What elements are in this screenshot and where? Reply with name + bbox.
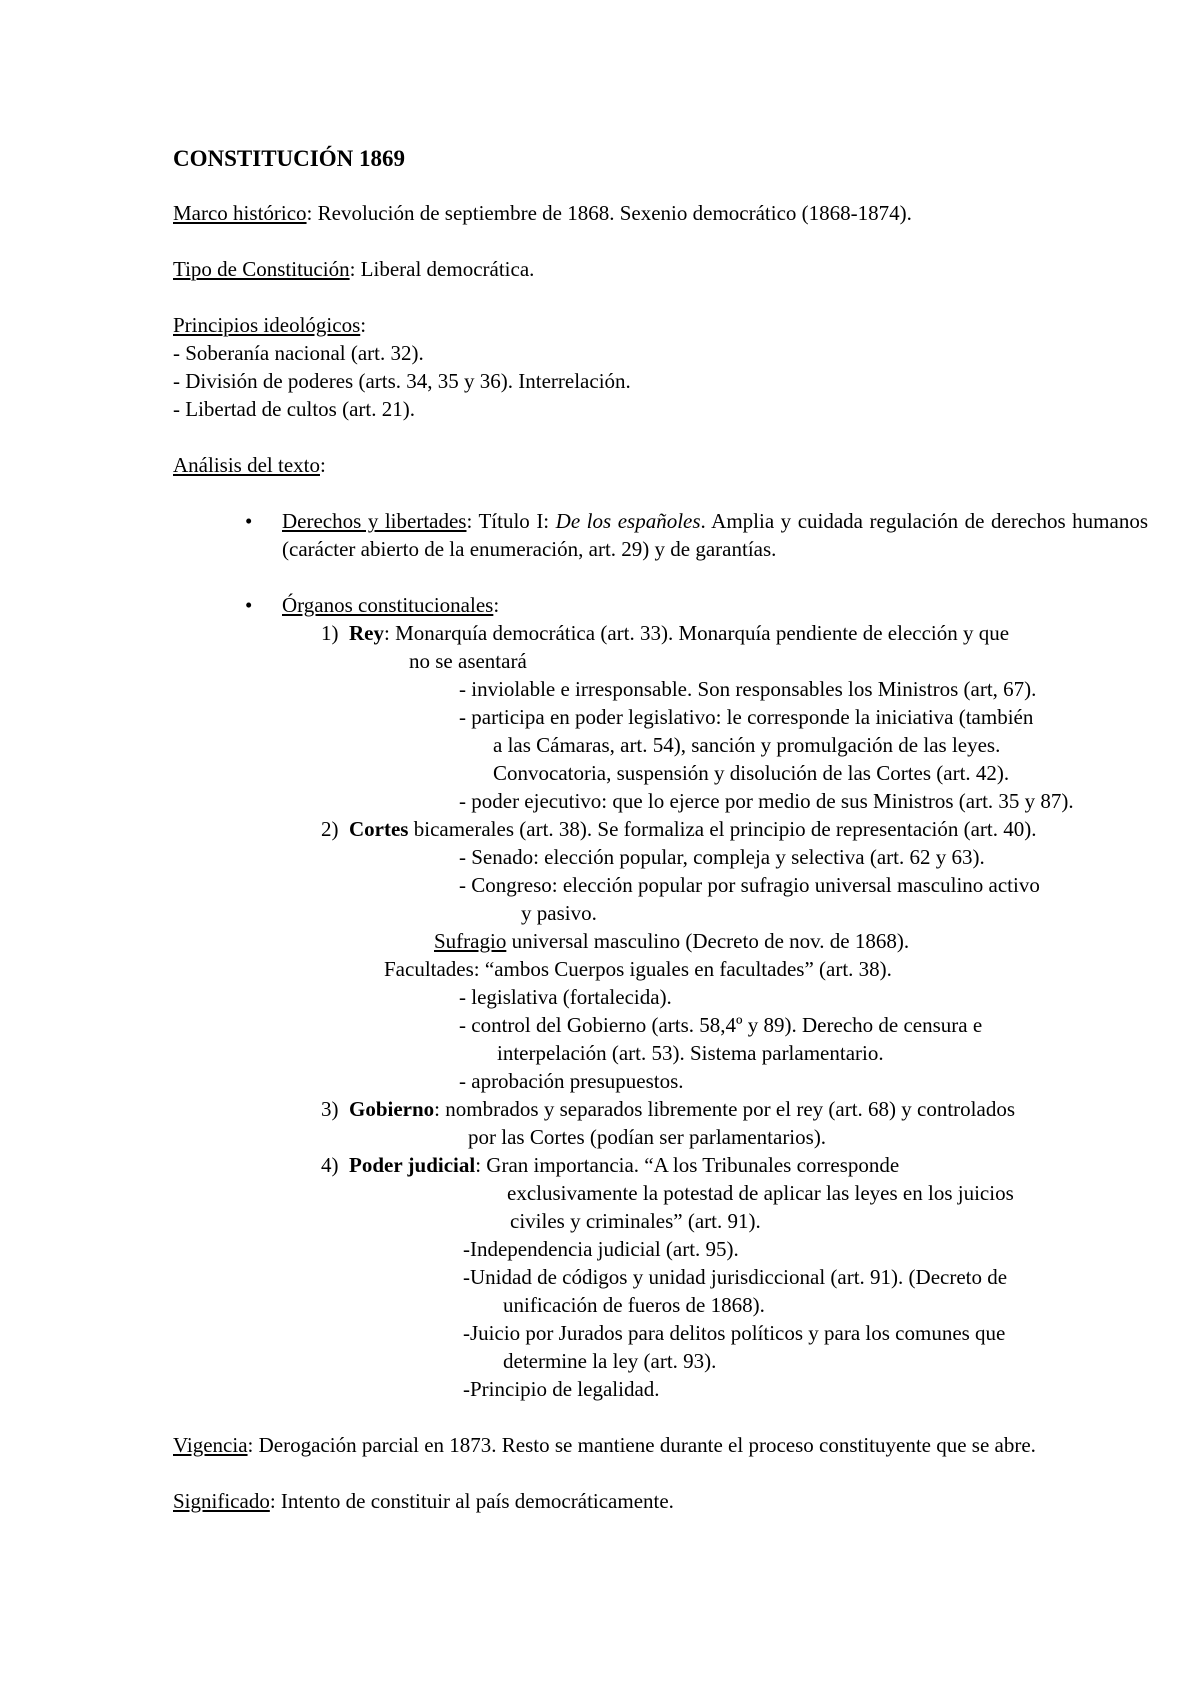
sufragio-label: Sufragio (434, 929, 507, 953)
cortes-subitem: - Senado: elección popular, compleja y selectiva (art. 62 y 63). (459, 845, 985, 869)
rey-line (173, 619, 1148, 647)
derechos-italic-title: De los españoles (555, 509, 701, 533)
judicial-item-cont: determine la ley (art. 93). (503, 1349, 717, 1373)
marco-historico-paragraph (173, 199, 1148, 227)
facultades-line: Facultades: “ambos Cuerpos iguales en facultades” (art. 38). (384, 957, 892, 981)
tipo-constitucion-paragraph (173, 255, 1148, 283)
facultad-item: - control del Gobierno (arts. 58,4º y 89). Derecho de censura e (459, 1013, 983, 1037)
cortes-text: bicamerales (art. 38). Se formaliza el principio de representación (art. 40). (408, 817, 1037, 841)
gobierno-text: : nombrados y separados libremente por el rey (art. 68) y controlados (434, 1097, 1015, 1121)
rey-number: 1) (321, 621, 339, 645)
judicial-text: : Gran importancia. “A los Tribunales corresponde (475, 1153, 900, 1177)
cortes-subitem-cont: y pasivo. (521, 901, 597, 925)
judicial-text-cont: exclusivamente la potestad de aplicar las leyes en los juicios (507, 1181, 1014, 1205)
document-body (173, 144, 1148, 1515)
principio-item: - División de poderes (arts. 34, 35 y 36). Interrelación. (173, 369, 631, 393)
tipo-constitucion-text: : Liberal democrática. (349, 257, 535, 281)
analisis-colon: : (319, 453, 326, 477)
gobierno-name: Gobierno (349, 1097, 435, 1121)
rey-name: Rey (349, 621, 384, 645)
significado-paragraph (173, 1487, 1148, 1515)
derechos-text-b: . Amplia y cuidada regulación de derechos humanos (carácter abierto de la enumeración, art. 29) y de garantías. (282, 509, 1148, 561)
marco-historico-text: : Revolución de septiembre de 1868. Sexenio democrático (1868-1874). (306, 201, 912, 225)
judicial-number: 4) (321, 1153, 339, 1177)
significado-text: : Intento de constituir al país democráticamente. (269, 1489, 674, 1513)
judicial-item: -Unidad de códigos y unidad jurisdiccional (art. 91). (Decreto de (463, 1265, 1008, 1289)
cortes-line (173, 815, 1148, 843)
derechos-bullet-item (173, 507, 1148, 563)
judicial-item: -Independencia judicial (art. 95). (463, 1237, 739, 1261)
gobierno-line (173, 1095, 1148, 1123)
derechos-label: Derechos y libertades (282, 509, 467, 533)
analisis-heading (173, 451, 1148, 479)
rey-subitem-cont: a las Cámaras, art. 54), sanción y promulgación de las leyes. (493, 733, 1001, 757)
cortes-name: Cortes (349, 817, 409, 841)
judicial-item: -Principio de legalidad. (463, 1377, 660, 1401)
vigencia-label: Vigencia (173, 1433, 248, 1457)
cortes-number: 2) (321, 817, 339, 841)
judicial-name: Poder judicial (349, 1153, 476, 1177)
significado-label: Significado (173, 1489, 270, 1513)
bullet-icon: • (245, 593, 253, 617)
cortes-subitem: - Congreso: elección popular por sufragio universal masculino activo (459, 873, 1040, 897)
judicial-line (173, 1151, 1148, 1179)
gobierno-number: 3) (321, 1097, 339, 1121)
facultad-item-cont: interpelación (art. 53). Sistema parlamentario. (497, 1041, 884, 1065)
bullet-icon: • (245, 509, 253, 533)
marco-historico-label: Marco histórico (173, 201, 307, 225)
rey-subitem: - participa en poder legislativo: le corresponde la iniciativa (también (459, 705, 1034, 729)
judicial-text-cont: civiles y criminales” (art. 91). (510, 1209, 761, 1233)
vigencia-paragraph (173, 1431, 1148, 1459)
rey-subitem-cont: Convocatoria, suspensión y disolución de las Cortes (art. 42). (493, 761, 1010, 785)
tipo-constitucion-label: Tipo de Constitución (173, 257, 350, 281)
principios-colon: : (360, 313, 367, 337)
principios-heading (173, 311, 1148, 339)
facultad-item: - legislativa (fortalecida). (459, 985, 672, 1009)
document-title: CONSTITUCIÓN 1869 (173, 146, 405, 171)
principio-item: - Soberanía nacional (art. 32). (173, 341, 424, 365)
rey-subitem: - poder ejecutivo: que lo ejerce por medio de sus Ministros (art. 35 y 87). (459, 789, 1074, 813)
organos-bullet-item (173, 591, 1148, 619)
judicial-item: -Juicio por Jurados para delitos políticos y para los comunes que (463, 1321, 1006, 1345)
principio-item: - Libertad de cultos (art. 21). (173, 397, 415, 421)
organos-label: Órganos constitucionales (282, 593, 494, 617)
gobierno-text-cont: por las Cortes (podían ser parlamentarios). (468, 1125, 827, 1149)
rey-text: : Monarquía democrática (art. 33). Monarquía pendiente de elección y que (384, 621, 1010, 645)
sufragio-text: universal masculino (Decreto de nov. de 1868). (506, 929, 910, 953)
sufragio-line (173, 927, 1148, 955)
principios-label: Principios ideológicos (173, 313, 361, 337)
rey-subitem: - inviolable e irresponsable. Son responsables los Ministros (art, 67). (459, 677, 1037, 701)
facultad-item: - aprobación presupuestos. (459, 1069, 684, 1093)
organos-colon: : (493, 593, 500, 617)
derechos-text-a: : Título I: (466, 509, 556, 533)
vigencia-text: : Derogación parcial en 1873. Resto se mantiene durante el proceso constituyente que se abre. (247, 1433, 1036, 1457)
judicial-item-cont: unificación de fueros de 1868). (503, 1293, 765, 1317)
rey-text-cont: no se asentará (409, 649, 527, 673)
analisis-label: Análisis del texto (173, 453, 320, 477)
